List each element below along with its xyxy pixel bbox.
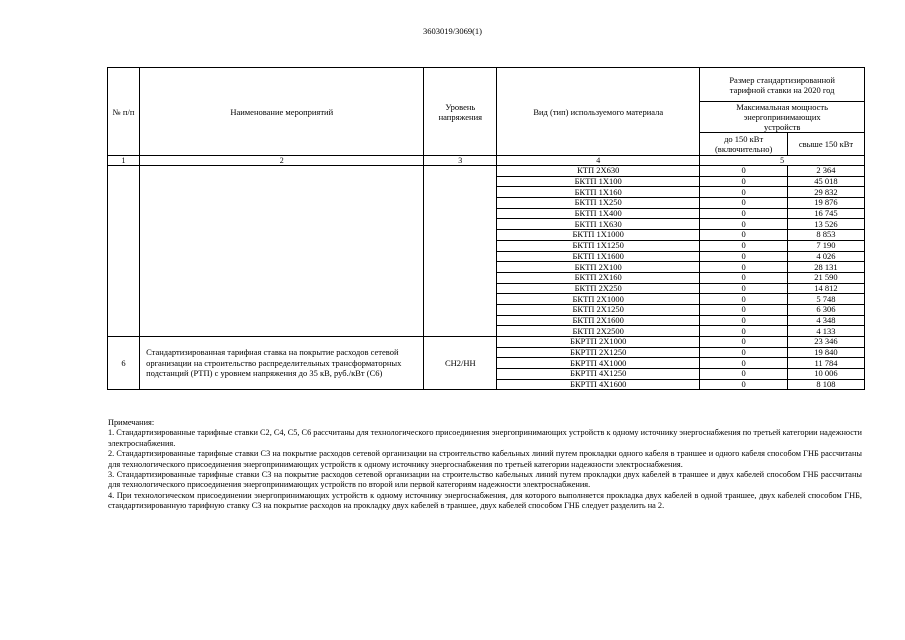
activity-description: Стандартизированная тарифная ставка на покрытие расходов сетевой организации на строительство распределительных трансформаторных подстанций (РТП) с уровнем напряжения до 35 кВ, руб./кВт (С6): [140, 337, 424, 390]
over150-cell: 7 190: [787, 240, 864, 251]
material-cell: БКТП 1Х250: [497, 198, 700, 209]
material-cell: БКТП 1Х1250: [497, 240, 700, 251]
under150-cell: 0: [700, 240, 788, 251]
header-level: Уровень напряжения: [424, 68, 497, 156]
material-cell: БКТП 2Х160: [497, 272, 700, 283]
header-size-group: Размер стандартизированной тарифной ставки на 2020 год: [700, 68, 865, 102]
spacer-level: [424, 166, 497, 337]
over150-cell: 8 853: [787, 230, 864, 241]
over150-cell: 2 364: [787, 166, 864, 177]
material-cell: БКТП 2Х1600: [497, 315, 700, 326]
material-cell: БКРТП 4Х1000: [497, 358, 700, 369]
over150-cell: 16 745: [787, 208, 864, 219]
over150-cell: 45 018: [787, 176, 864, 187]
material-cell: КТП 2Х630: [497, 166, 700, 177]
under150-cell: 0: [700, 166, 788, 177]
under150-cell: 0: [700, 198, 788, 209]
under150-cell: 0: [700, 208, 788, 219]
over150-cell: 14 812: [787, 283, 864, 294]
material-cell: БКТП 1Х100: [497, 176, 700, 187]
over150-cell: 4 133: [787, 326, 864, 337]
under150-cell: 0: [700, 379, 788, 390]
over150-cell: 4 348: [787, 315, 864, 326]
col-number-4: 4: [497, 156, 700, 166]
over150-cell: 8 108: [787, 379, 864, 390]
material-cell: БКТП 2Х2500: [497, 326, 700, 337]
spacer-name: [140, 166, 424, 337]
material-cell: БКТП 2Х250: [497, 283, 700, 294]
note-item-1: 1. Стандартизированные тарифные ставки С2, С4, С5, С6 рассчитаны для технологического присоединения энергопринимающих устройств к одному источнику энергоснабжения по третьей категории надежности электроснабжения.: [108, 428, 862, 448]
over150-cell: 23 346: [787, 337, 864, 348]
note-item-4: 4. При технологическом присоединении энергопринимающих устройств к одному источнику энергоснабжения, для которого выполняется прокладка двух кабелей в одной траншее, двух кабелей способом ГНБ, стандартизированную тарифную ставку С3 на покрытие расходов на прокладку двух кабелей в траншее, двух кабелей способом ГНБ следует разделить на 2.: [108, 490, 862, 511]
over150-cell: 13 526: [787, 219, 864, 230]
material-cell: БКТП 2Х1000: [497, 294, 700, 305]
document-id: 3603019/3069(1): [422, 26, 483, 36]
note-item-3: 3. Стандартизированные тарифные ставки С3 на покрытие расходов сетевой организации на строительство кабельных линий путем прокладки двух кабелей в траншее и двух кабелей способом ГНБ рассчитаны для технологического присоединения энергопринимающих устройств по второй или первой категориям надежности электроснабжения.: [108, 470, 862, 490]
over150-cell: 10 006: [787, 369, 864, 380]
material-cell: БКРТП 2Х1000: [497, 337, 700, 348]
over150-cell: 6 306: [787, 304, 864, 315]
over150-cell: 5 748: [787, 294, 864, 305]
header-num: № п/п: [108, 68, 140, 156]
under150-cell: 0: [700, 262, 788, 273]
material-cell: БКТП 1Х400: [497, 208, 700, 219]
under150-cell: 0: [700, 304, 788, 315]
under150-cell: 0: [700, 187, 788, 198]
under150-cell: 0: [700, 326, 788, 337]
under150-cell: 0: [700, 358, 788, 369]
over150-cell: 21 590: [787, 272, 864, 283]
header-name: Наименование мероприятий: [140, 68, 424, 156]
tariff-table: [107, 67, 865, 390]
under150-cell: 0: [700, 283, 788, 294]
col-number-2: 2: [140, 156, 424, 166]
col-number-3: 3: [424, 156, 497, 166]
under150-cell: 0: [700, 294, 788, 305]
material-cell: БКТП 2Х1250: [497, 304, 700, 315]
material-cell: БКРТП 4Х1250: [497, 369, 700, 380]
over150-cell: 29 832: [787, 187, 864, 198]
over150-cell: 4 026: [787, 251, 864, 262]
material-cell: БКТП 1Х630: [497, 219, 700, 230]
material-cell: БКРТП 4Х1600: [497, 379, 700, 390]
under150-cell: 0: [700, 230, 788, 241]
over150-cell: 19 876: [787, 198, 864, 209]
under150-cell: 0: [700, 272, 788, 283]
under150-cell: 0: [700, 315, 788, 326]
under150-cell: 0: [700, 176, 788, 187]
under150-cell: 0: [700, 337, 788, 348]
under150-cell: 0: [700, 251, 788, 262]
header-power-group: Максимальная мощность энергопринимающих устройств: [700, 102, 865, 133]
material-cell: БКТП 1Х1000: [497, 230, 700, 241]
col-number-5: 5: [700, 156, 865, 166]
over150-cell: 28 131: [787, 262, 864, 273]
header-under-150: до 150 кВт (включительно): [700, 133, 788, 156]
material-cell: БКТП 1Х1600: [497, 251, 700, 262]
voltage-level: СН2/НН: [424, 337, 497, 390]
note-item-2: 2. Стандартизированные тарифные ставки С3 на покрытие расходов сетевой организации на строительство кабельных линий путем прокладки одного кабеля в траншее и одного кабеля способом ГНБ рассчитаны для технологического присоединения энергопринимающих устройств к одному источнику энергоснабжения по третьей категории надежности электроснабжения.: [108, 449, 862, 469]
notes-title: Примечания:: [108, 418, 155, 427]
header-material: Вид (тип) используемого материала: [497, 68, 700, 156]
row-number: 6: [108, 337, 140, 390]
material-cell: БКТП 1Х160: [497, 187, 700, 198]
spacer-num: [108, 166, 140, 337]
over150-cell: 19 840: [787, 347, 864, 358]
under150-cell: 0: [700, 369, 788, 380]
notes-section: [108, 418, 862, 512]
header-over-150: свыше 150 кВт: [787, 133, 864, 156]
material-cell: БКТП 2Х100: [497, 262, 700, 273]
under150-cell: 0: [700, 347, 788, 358]
material-cell: БКРТП 2Х1250: [497, 347, 700, 358]
col-number-1: 1: [108, 156, 140, 166]
under150-cell: 0: [700, 219, 788, 230]
over150-cell: 11 784: [787, 358, 864, 369]
